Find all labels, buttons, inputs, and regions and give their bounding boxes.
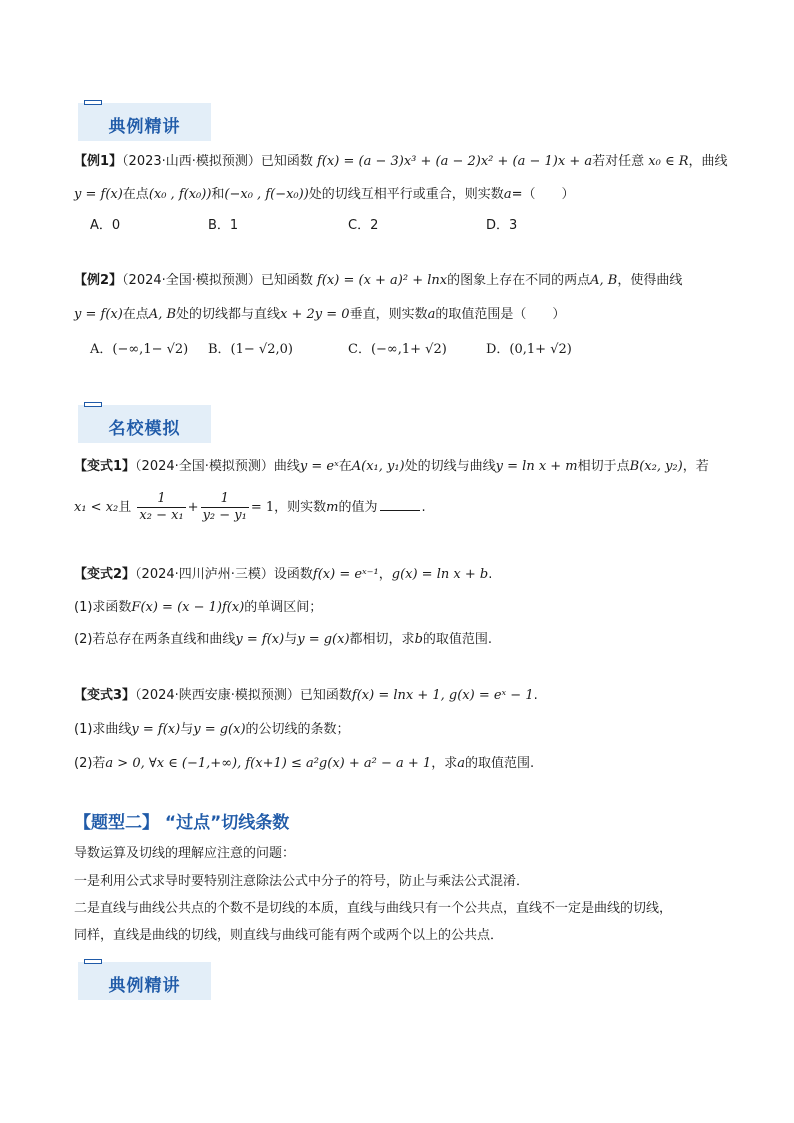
answer-blank[interactable]	[380, 510, 420, 511]
type-2-paragraph-3: 二是直线与曲线公共点的个数不是切线的本质，直线与曲线只有一个公共点，直线不一定是曲线的切线，	[74, 901, 673, 916]
example-2-option-c[interactable]: C．(−∞,1+ √2)	[348, 342, 447, 357]
variant-1-line-2: x₁ < x₂且 $\frac{1}{\text{x₂ − x₁}}$ + $\frac{1}{\text{y₂ − y₁}}$ = 1，则实数m的值为 .	[74, 491, 426, 523]
example-1-option-a[interactable]: A．0	[90, 218, 121, 233]
example-2-line-1: 【例2】（2024·全国·模拟预测）已知函数 f(x) = (x + a)² + lnx的图象上存在不同的两点A, B，使得曲线	[74, 273, 683, 288]
example-1-option-c[interactable]: C．2	[348, 218, 379, 233]
example-2-line-2: y = f(x)在点A, B处的切线都与直线x + 2y = 0垂直，则实数a的取值范围是（ ）	[74, 307, 566, 322]
variant-2-question-2: (2)若总存在两条直线和曲线y = f(x)与y = g(x)都相切，求b的取值范围.	[74, 632, 493, 647]
section-title: 名校模拟	[108, 419, 181, 439]
fraction-2: $\frac{1}{\text{y₂ − y₁}}$	[202, 491, 247, 523]
example-1-option-b[interactable]: B．1	[208, 218, 239, 233]
variant-3-line-1: 【变式3】（2024·陕西安康·模拟预测）已知函数f(x) = lnx + 1, g(x) = eˣ − 1.	[74, 688, 538, 703]
variant-3-question-2: (2)若a > 0, ∀x ∈ (−1,+∞), f(x+1) ≤ a²g(x) + a² − a + 1，求a的取值范围.	[74, 756, 535, 771]
type-2-heading: 【题型二】 “过点”切线条数	[74, 813, 290, 833]
fraction-1: $\frac{1}{\text{x₂ − x₁}}$	[139, 491, 184, 523]
variant-3-question-1: (1)求曲线y = f(x)与y = g(x)的公切线的条数；	[74, 722, 350, 737]
example-2-option-d[interactable]: D．(0,1+ √2)	[486, 342, 572, 357]
section-header-dianli-1	[78, 103, 211, 141]
variant-1-line-1: 【变式1】（2024·全国·模拟预测）曲线y = eˣ在A(x₁, y₁)处的切线与曲线y = ln x + m相切于点B(x₂, y₂)，若	[74, 459, 709, 474]
section-title: 典例精讲	[108, 976, 181, 996]
type-2-paragraph-4: 同样，直线是曲线的切线，则直线与曲线可能有两个或两个以上的公共点．	[74, 928, 504, 943]
variant-2-question-1: (1)求函数F(x) = (x − 1)f(x)的单调区间；	[74, 600, 323, 615]
section-header-mingxiao	[78, 405, 211, 443]
example-1-line-1: 【例1】（2023·山西·模拟预测）已知函数 f(x) = (a − 3)x³ + (a − 2)x² + (a − 1)x + a若对任意 x₀ ∈ R，曲线	[74, 154, 728, 169]
section-header-dianli-2	[78, 962, 211, 1000]
header-tab-icon	[84, 402, 102, 407]
type-2-paragraph-2: 一是利用公式求导时要特别注意除法公式中分子的符号，防止与乘法公式混淆．	[74, 874, 530, 889]
header-tab-icon	[84, 959, 102, 964]
header-tab-icon	[84, 100, 102, 105]
type-2-paragraph-1: 导数运算及切线的理解应注意的问题：	[74, 846, 296, 861]
example-2-option-a[interactable]: A．(−∞,1− √2)	[90, 342, 189, 357]
variant-2-line-1: 【变式2】（2024·四川泸州·三模）设函数f(x) = eˣ⁻¹，g(x) = ln x + b.	[74, 567, 493, 582]
example-1-option-d[interactable]: D．3	[486, 218, 518, 233]
example-2-option-b[interactable]: B．(1− √2,0)	[208, 342, 293, 357]
section-title: 典例精讲	[108, 117, 181, 137]
example-1-line-2: y = f(x)在点(x₀ , f(x₀))和(−x₀ , f(−x₀))处的切线互相平行或重合，则实数a=（ ）	[74, 187, 575, 202]
